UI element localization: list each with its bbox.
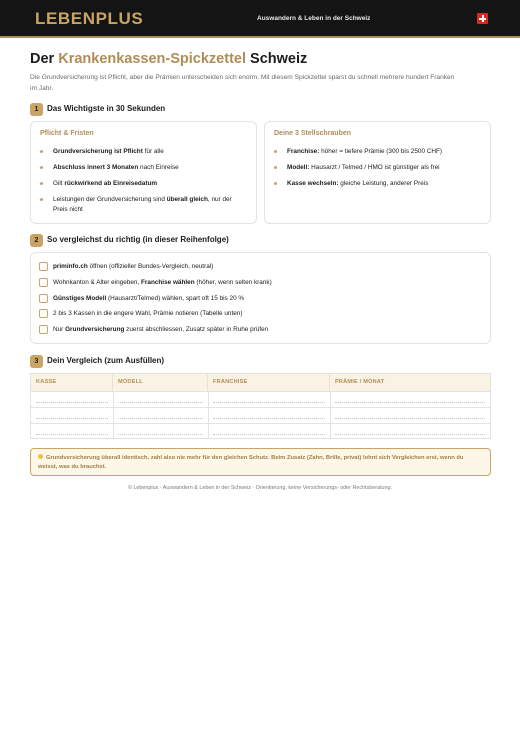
- list-item: Grundversicherung ist Pflicht für alle: [40, 147, 248, 157]
- column-header: MODELL: [113, 374, 208, 391]
- card-pflicht-fristen: [30, 121, 257, 224]
- title-prefix: Der: [30, 51, 59, 67]
- swiss-flag-icon: [477, 13, 488, 24]
- fill-in-line[interactable]: [36, 402, 108, 403]
- table-divider: [113, 391, 114, 439]
- card-stellschrauben: [264, 121, 491, 224]
- fill-in-line[interactable]: [335, 434, 485, 435]
- bullet-icon: [40, 182, 43, 185]
- column-header: KASSE: [31, 374, 113, 391]
- fill-in-line[interactable]: [118, 418, 203, 419]
- fill-in-line[interactable]: [36, 434, 108, 435]
- tip-box: [30, 448, 491, 476]
- section-number-badge: 1: [30, 103, 43, 116]
- header-tagline: Auswandern & Leben in der Schweiz: [257, 15, 371, 22]
- page-title: [30, 51, 307, 67]
- list-item: Gilt rückwirkend ab Einreisedatum: [40, 179, 248, 189]
- footer-text: © Lebenplus · Auswandern & Leben in der Schweiz · Orientierung, keine Versicherungs- oder Rechtsberatung.: [127, 485, 393, 491]
- fill-in-line[interactable]: [335, 418, 485, 419]
- checkbox[interactable]: [39, 294, 48, 303]
- checkbox[interactable]: [39, 309, 48, 318]
- title-highlight: Krankenkassen-Spickzettel: [58, 51, 246, 67]
- bullet-icon: [40, 166, 43, 169]
- comparison-table: [30, 373, 491, 439]
- table-divider: [208, 391, 209, 439]
- list-item: Leistungen der Grundversicherung sind überall gleich, nur der Preis nicht: [40, 195, 248, 215]
- section-title: Dein Vergleich (zum Ausfüllen): [47, 356, 165, 365]
- fill-in-line[interactable]: [118, 434, 203, 435]
- checkbox[interactable]: [39, 262, 48, 271]
- bullet-icon: [274, 150, 277, 153]
- checklist-card: priminfo.ch öffnen (offizieller Bundes-Vergleich, neutral) Wohnkanton & Alter eingeben, Franchise wählen (höher, wenn selten krank) Günstiges Modell (Hausarzt/Telmed) wählen, spart oft 15 bis 20 % 2 bis 3 Kassen in die engere Wahl, Prämie notieren (Tabelle unten) Nur Grundversicherung zuerst abschliessen, Zusatz später in Ruhe prüfen: [30, 252, 491, 344]
- table-divider: [31, 423, 490, 424]
- brand-logo[interactable]: LEBENPLUS: [35, 9, 144, 28]
- card-title: Deine 3 Stellschrauben: [274, 130, 352, 137]
- fill-in-line[interactable]: [335, 402, 485, 403]
- site-header: [0, 0, 520, 38]
- fill-in-line[interactable]: [36, 418, 108, 419]
- bullet-icon: [274, 166, 277, 169]
- bullet-icon: [40, 150, 43, 153]
- list-item: Abschluss innert 3 Monaten nach Einreise: [40, 163, 248, 173]
- title-suffix: Schweiz: [246, 51, 308, 67]
- section-number-badge: 3: [30, 355, 43, 368]
- bullet-icon: [40, 198, 43, 201]
- list-item: Modell: Hausarzt / Telmed / HMO ist günstiger als frei: [274, 163, 482, 173]
- card-title: Pflicht & Fristen: [40, 130, 94, 137]
- checkbox[interactable]: [39, 278, 48, 287]
- fill-in-line[interactable]: [213, 434, 325, 435]
- column-header: FRANCHISE: [208, 374, 330, 391]
- lightbulb-icon: [38, 454, 43, 459]
- intro-text: Die Grundversicherung ist Pflicht, aber die Prämien unterscheiden sich enorm. Mit diesem Spickzettel sparst du schnell mehrere hundert Franken im Jahr.: [30, 74, 455, 92]
- column-header: PRÄMIE / MONAT: [330, 374, 490, 391]
- list-item: Franchise: höher = tiefere Prämie (300 bis 2500 CHF): [274, 147, 482, 157]
- fill-in-line[interactable]: [213, 418, 325, 419]
- section-title: So vergleichst du richtig (in dieser Reihenfolge): [47, 235, 229, 244]
- table-divider: [330, 391, 331, 439]
- fill-in-line[interactable]: [118, 402, 203, 403]
- section-number-badge: 2: [30, 234, 43, 247]
- list-item: Kasse wechseln: gleiche Leistung, anderer Preis: [274, 179, 482, 189]
- checkbox[interactable]: [39, 325, 48, 334]
- bullet-icon: [274, 182, 277, 185]
- table-divider: [31, 391, 490, 392]
- tip-text: Grundversicherung überall identisch, zahl also nie mehr für den gleichen Schutz. Beim Zusatz (Zahn, Brille, privat) lohnt sich Vergleichen erst, wenn du weisst, was du brauchst.: [38, 455, 464, 470]
- fill-in-line[interactable]: [213, 402, 325, 403]
- table-divider: [31, 407, 490, 408]
- section-title: Das Wichtigste in 30 Sekunden: [47, 104, 166, 113]
